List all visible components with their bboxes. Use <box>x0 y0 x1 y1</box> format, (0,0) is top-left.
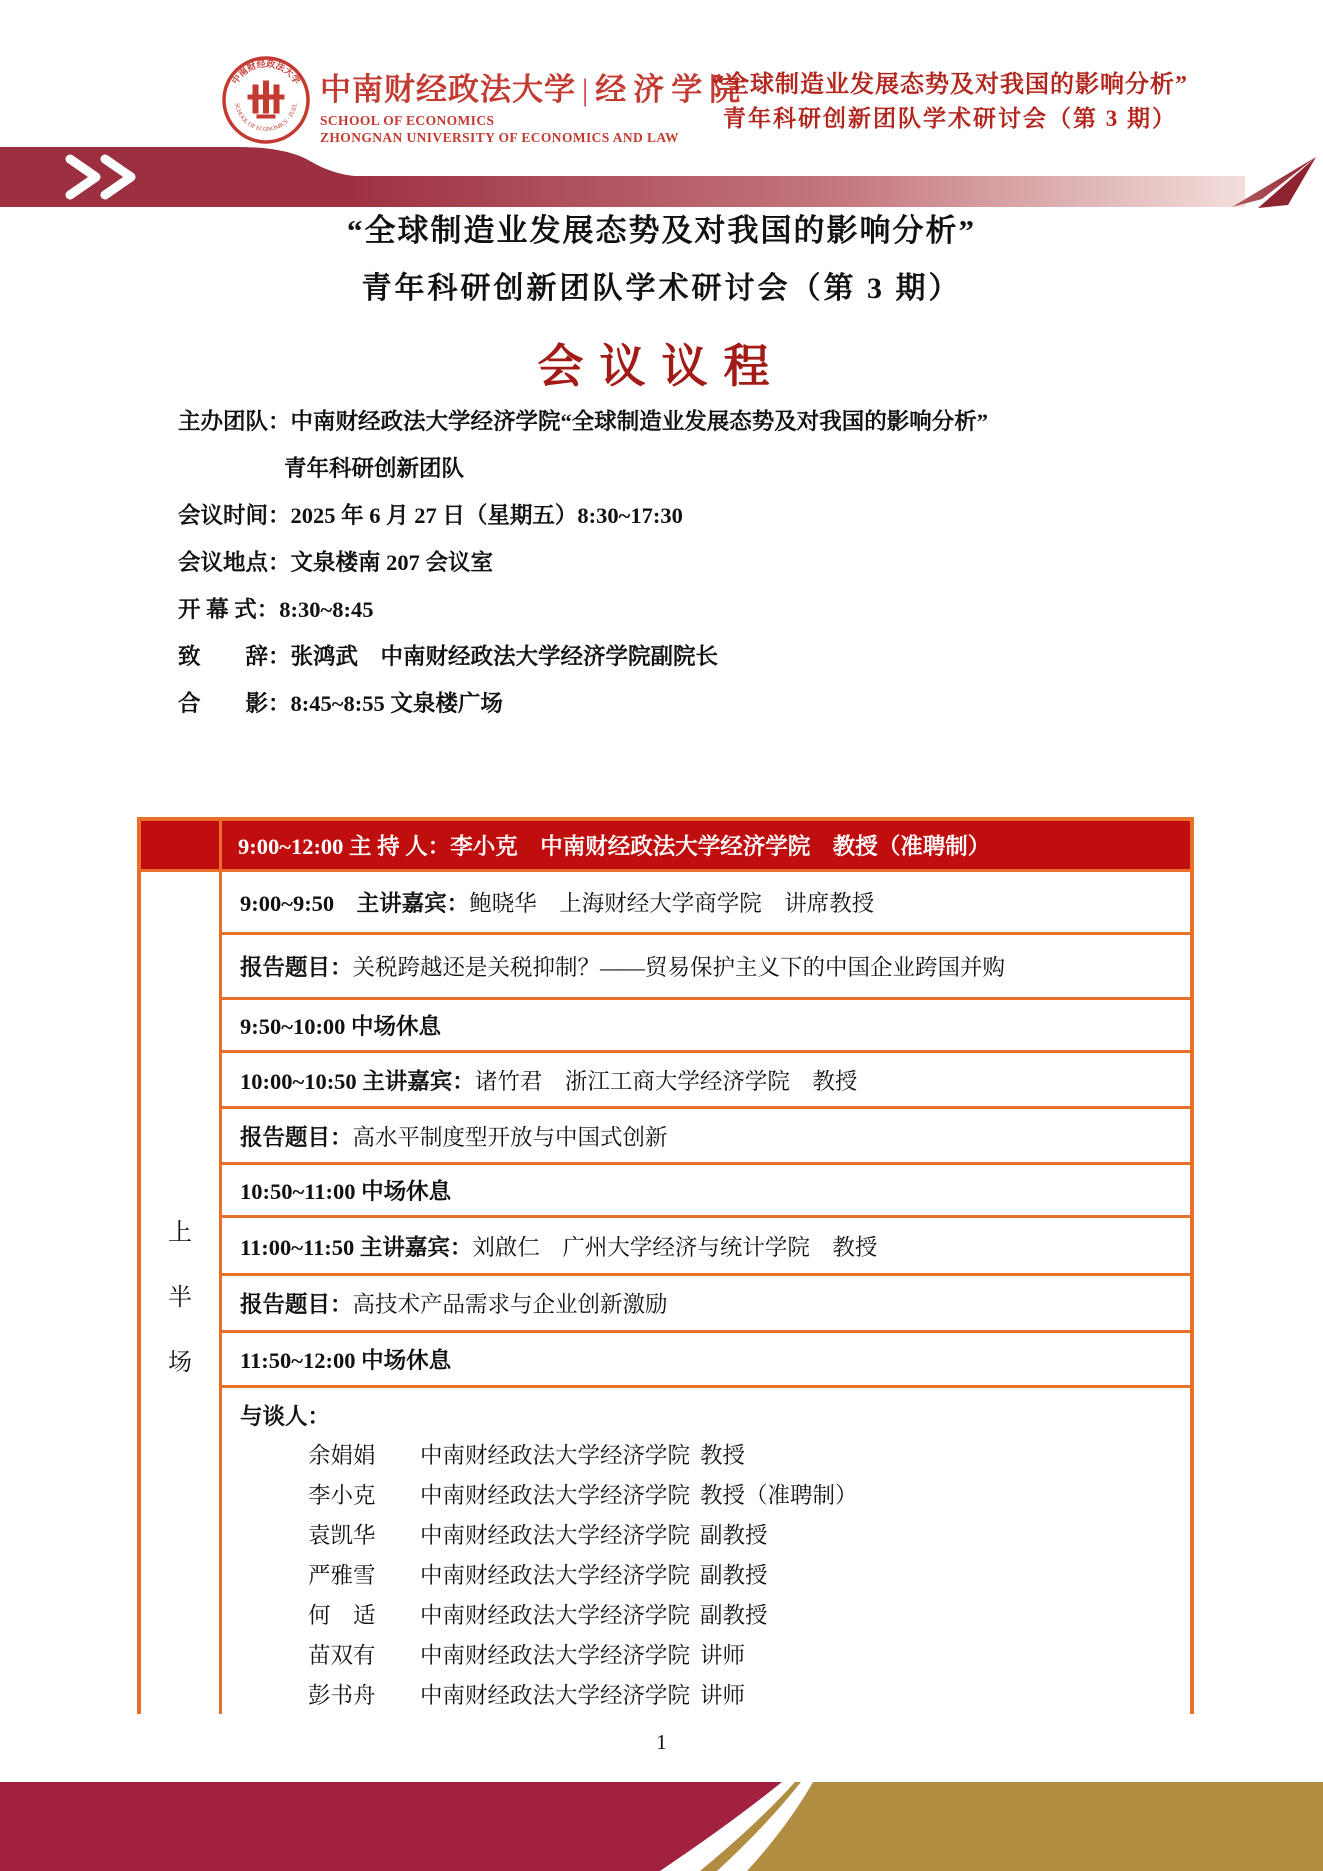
schedule-table <box>137 817 1194 1714</box>
discussant-affiliation: 中南财经政法大学经济学院 <box>420 1683 691 1708</box>
table-row <box>222 1165 1190 1215</box>
list-item <box>308 1676 1172 1716</box>
agenda-heading: 会议议程 <box>537 341 786 392</box>
info-opening <box>178 586 1208 633</box>
document-title-line2: 青年科研创新团队学术研讨会（第 3 期） <box>361 272 962 305</box>
discussant-name: 严雅雪 <box>308 1563 376 1588</box>
logo-divider: | <box>582 72 590 107</box>
list-item <box>308 1516 1172 1556</box>
list-item <box>308 1436 1172 1476</box>
info-value: 2025 年 6 月 27 日（星期五）8:30~17:30 <box>290 503 683 528</box>
discussants-label: 与谈人： <box>240 1404 331 1429</box>
row-label: 9:00~9:50 主讲嘉宾： <box>240 891 470 916</box>
row-text: 关税跨越还是关税抑制？——贸易保护主义下的中国企业跨国并购 <box>352 955 1006 980</box>
discussant-affiliation: 中南财经政法大学经济学院 <box>420 1563 691 1588</box>
discussant-affiliation: 中南财经政法大学经济学院 <box>420 1483 691 1508</box>
session-char: 半 <box>168 1284 192 1311</box>
discussants-cell <box>222 1388 1190 1716</box>
info-value: 文泉楼南 207 会议室 <box>290 550 494 575</box>
table-row <box>222 1218 1190 1273</box>
table-row <box>222 1333 1190 1385</box>
table-row <box>222 1109 1190 1162</box>
page-number: 1 <box>656 1730 667 1754</box>
school-name-en-line2: ZHONGNAN UNIVERSITY OF ECONOMICS AND LAW <box>320 130 679 145</box>
info-value: 8:30~8:45 <box>279 597 374 622</box>
row-text: 鲍晓华 上海财经大学商学院 讲席教授 <box>469 891 875 916</box>
row-label: 报告题目： <box>240 955 353 980</box>
list-item <box>308 1636 1172 1676</box>
table-row <box>222 1000 1190 1050</box>
row-text: 高技术产品需求与企业创新激励 <box>352 1292 668 1317</box>
list-item <box>308 1476 1172 1516</box>
info-value: 8:45~8:55 文泉楼广场 <box>290 691 503 716</box>
info-label: 合 影： <box>178 691 291 716</box>
session-char: 场 <box>168 1349 192 1376</box>
discussant-title: 讲师 <box>700 1683 746 1708</box>
table-row <box>222 935 1190 997</box>
thin-gradient-band <box>340 176 1245 207</box>
discussant-affiliation: 中南财经政法大学经济学院 <box>420 1523 691 1548</box>
list-item <box>308 1596 1172 1636</box>
document-title-line1: “全球制造业发展态势及对我国的影响分析” <box>347 213 976 248</box>
info-host-team <box>178 398 1208 445</box>
discussant-name: 苗双有 <box>308 1643 376 1668</box>
row-label: 9:50~10:00 中场休息 <box>240 1014 442 1039</box>
discussant-title: 副教授 <box>700 1523 768 1548</box>
discussant-affiliation: 中南财经政法大学经济学院 <box>420 1443 691 1468</box>
discussant-title: 教授 <box>700 1443 746 1468</box>
info-label: 主办团队： <box>178 409 291 434</box>
discussant-title: 讲师 <box>700 1643 746 1668</box>
svg-text:中南财经政法大学: 中南财经政法大学 <box>229 58 303 86</box>
schedule-header-row: 9:00~12:00 主 持 人：李小克 中南财经政法大学经济学院 教授（准聘制） <box>222 821 1190 869</box>
row-label: 10:00~10:50 主讲嘉宾： <box>240 1068 475 1094</box>
header-banner-title <box>585 68 1315 135</box>
info-label: 会议时间： <box>178 503 291 528</box>
info-photo <box>178 680 1208 727</box>
discussant-title: 教授（准聘制） <box>700 1483 858 1508</box>
discussant-name: 李小克 <box>308 1483 376 1508</box>
seal-emblem <box>248 81 284 118</box>
info-venue <box>178 539 1208 586</box>
row-label: 报告题目： <box>240 1292 353 1317</box>
session-char: 上 <box>168 1219 192 1246</box>
school-seal-icon <box>221 55 311 145</box>
info-time <box>178 492 1208 539</box>
discussant-affiliation: 中南财经政法大学经济学院 <box>420 1643 691 1668</box>
discussant-name: 彭书舟 <box>308 1683 376 1708</box>
conference-info <box>178 398 1208 727</box>
list-item <box>308 1556 1172 1596</box>
footer-decorative-band <box>0 1782 1323 1871</box>
schedule-header-left-cell <box>141 821 219 869</box>
discussant-title: 副教授 <box>700 1563 768 1588</box>
row-text: 高水平制度型开放与中国式创新 <box>352 1124 668 1150</box>
table-row <box>222 872 1190 932</box>
school-name-en-line1: SCHOOL OF ECONOMICS <box>320 113 495 128</box>
session-label-morning <box>141 872 219 1716</box>
table-row <box>222 1276 1190 1330</box>
info-speech <box>178 633 1208 680</box>
header-banner-line2: 青年科研创新团队学术研讨会（第 3 期） <box>723 106 1177 131</box>
discussant-title: 副教授 <box>700 1603 768 1628</box>
row-label: 报告题目： <box>240 1124 353 1150</box>
row-text: 诸竹君 浙江工商大学经济学院 教授 <box>474 1068 858 1094</box>
footer-crimson-band <box>0 1782 782 1871</box>
school-name-dept: 经济学院 <box>595 72 748 107</box>
row-label: 10:50~11:00 中场休息 <box>240 1179 452 1204</box>
discussant-name: 袁凯华 <box>308 1523 376 1548</box>
discussant-name: 何 适 <box>308 1603 376 1628</box>
svg-text:SCHOOL OF ECONOMICS · ZUEL: SCHOOL OF ECONOMICS · ZUEL <box>233 102 299 134</box>
info-label: 致 辞： <box>178 644 291 669</box>
discussants-list <box>308 1436 1172 1716</box>
header-banner-line1: “全球制造业发展态势及对我国的影响分析” <box>712 72 1188 98</box>
info-value: 张鸿武 中南财经政法大学经济学院副院长 <box>290 644 719 669</box>
discussant-name: 余娟娟 <box>308 1443 376 1468</box>
info-host-team-continuation: 青年科研创新团队 <box>284 456 465 481</box>
row-label: 11:00~11:50 主讲嘉宾： <box>240 1234 473 1260</box>
table-row <box>222 1053 1190 1106</box>
university-name: 中南财经政法大学 <box>320 72 576 107</box>
row-label: 11:50~12:00 中场休息 <box>240 1348 452 1373</box>
discussant-affiliation: 中南财经政法大学经济学院 <box>420 1603 691 1628</box>
row-text: 刘啟仁 广州大学经济与统计学院 教授 <box>472 1234 878 1260</box>
info-label: 会议地点： <box>178 550 291 575</box>
info-value: 中南财经政法大学经济学院“全球制造业发展态势及对我国的影响分析” <box>290 409 989 434</box>
info-label: 开 幕 式： <box>178 597 280 622</box>
thick-band <box>0 147 355 207</box>
